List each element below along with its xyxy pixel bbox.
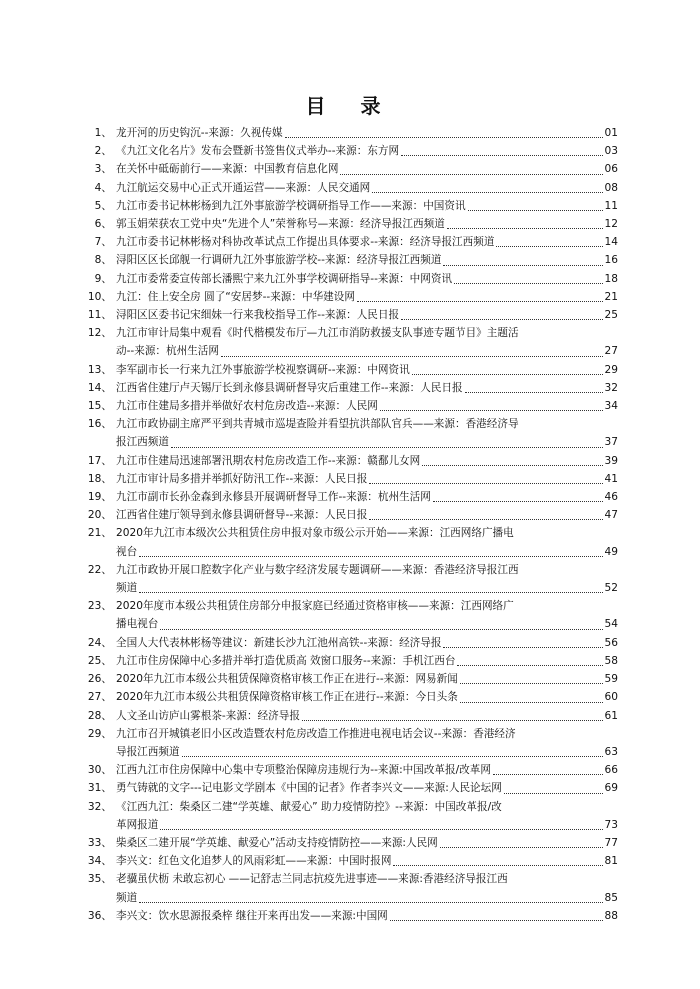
entry-number: 3、 [94,163,112,176]
entry-page-number: 39 [604,454,618,467]
entry-title: 九江市住建局迅速部署汛期农村危房改造工作--来源：赣鄱儿女网 [116,454,421,467]
dot-leader [465,392,603,393]
toc-entry[interactable] [80,233,618,251]
toc-entry[interactable] [80,779,618,797]
entry-page-number: 37 [604,436,618,449]
dot-leader [412,374,603,375]
entry-title: 《江西九江：柴桑区二建“学英雄、献爱心” 助力疫情防控》--来源：中国改革报/改 [116,800,502,813]
entry-page-number: 41 [604,472,618,485]
entry-title: 全国人大代表林彬杨等建议：新建长沙九江池州高铁--来源：经济导报 [116,636,442,649]
dot-leader [393,865,602,866]
toc-entry[interactable] [80,288,618,306]
entry-page-number: 18 [604,272,618,285]
entry-number: 7、 [94,236,112,249]
entry-page-number: 34 [604,400,618,413]
toc-entry[interactable] [80,852,618,870]
dot-leader [460,702,603,703]
toc-entry[interactable] [80,488,618,506]
dot-leader [422,465,602,466]
toc-entry[interactable] [80,670,618,688]
entry-title: 《九江文化名片》发布会暨新书签售仪式举办--来源：东方网 [116,145,400,158]
entry-page-number: 47 [604,509,618,522]
entry-number: 22、 [87,563,112,576]
dot-leader [221,356,603,357]
toc-entry[interactable] [80,415,618,451]
dot-leader [447,228,603,229]
dot-leader [504,793,603,794]
entry-title-continuation: 动--来源：杭州生活网 [116,345,219,358]
entry-title: 九江市政协开展口腔数字化产业与数字经济发展专题调研——来源：香港经济导报江西 [116,563,519,576]
toc-entry[interactable] [80,707,618,725]
entry-title: 江西九江市住房保障中心集中专项整治保障房违规行为--来源:中国改革报/改革网 [116,764,491,777]
entry-title: 浔阳区区委书记宋细妹一行来我校指导工作--来源：人民日报 [116,309,400,322]
entry-title: 九江航运交易中心正式开通运营——来源：人民交通网 [116,181,371,194]
toc-entry[interactable] [80,197,618,215]
entry-title: 九江市审计局多措并举抓好防汛工作--来源：人民日报 [116,472,368,485]
entry-number: 5、 [94,199,112,212]
dot-leader [369,519,602,520]
entry-number: 8、 [94,254,112,267]
dot-leader [139,556,602,557]
entry-title: 江西省住建厅领导到永修县调研督导--来源：人民日报 [116,509,368,522]
entry-page-number: 81 [604,855,618,868]
entry-title: 江西省住建厅卢天锡厅长到永修县调研督导灾后重建工作--来源：人民日报 [116,381,463,394]
entry-number: 28、 [87,709,112,722]
entry-title: 勇气铸就的文字---记电影文学剧本《中国的记者》作者李兴文——来源:人民论坛网 [116,782,502,795]
entry-number: 14、 [87,381,112,394]
dot-leader [160,629,602,630]
entry-page-number: 60 [604,691,618,704]
toc-entry[interactable] [80,215,618,233]
entry-title: 九江市住房保障中心多措并举打造优质高 效窗口服务--来源：手机江西台 [116,654,456,667]
dot-leader [443,647,602,648]
entry-page-number: 73 [604,818,618,831]
dot-leader [401,155,602,156]
entry-title: 郭玉娟荣获农工党中央“先进个人”荣誉称号—来源：经济导报江西频道 [116,218,445,231]
entry-page-number: 88 [604,909,618,922]
dot-leader [493,774,603,775]
entry-page-number: 49 [604,545,618,558]
entry-number: 24、 [87,636,112,649]
entry-number: 20、 [87,509,112,522]
dot-leader [454,283,602,284]
entry-title: 老骥虽伏枥 未敢忘初心 ——记舒志兰同志抗疫先进事迹——来源:香港经济导报江西 [116,873,508,886]
entry-title: 李军副市长一行来九江外事旅游学校视察调研--来源：中网资讯 [116,363,410,376]
entry-page-number: 77 [604,836,618,849]
dot-leader [139,902,602,903]
entry-page-number: 08 [604,181,618,194]
entry-number: 27、 [87,691,112,704]
entry-page-number: 85 [604,891,618,904]
entry-page-number: 63 [604,745,618,758]
entry-title: 九江市召开城镇老旧小区改造暨农村危房改造工作推进电视电话会议--来源：香港经济 [116,727,516,740]
dot-leader [182,756,603,757]
toc-entry[interactable] [80,652,618,670]
entry-number: 18、 [87,472,112,485]
entry-page-number: 06 [604,163,618,176]
entry-page-number: 66 [604,764,618,777]
entry-number: 17、 [87,454,112,467]
page-title: 目 录 [305,94,395,118]
toc-entry[interactable] [80,251,618,269]
dot-leader [460,683,603,684]
entry-page-number: 69 [604,782,618,795]
entry-number: 21、 [87,527,112,540]
dot-leader [171,447,603,448]
entry-title: 九江市委书记林彬杨到九江外事旅游学校调研指导工作——来源：中国资讯 [116,199,466,212]
entry-number: 31、 [87,782,112,795]
entry-title: 在关怀中砥砺前行——来源：中国教育信息化网 [116,163,339,176]
dot-leader [160,829,602,830]
entry-title-continuation: 报江西频道 [116,436,169,449]
entry-page-number: 01 [604,127,618,139]
entry-number: 2、 [94,145,112,158]
toc-entry[interactable] [80,870,618,906]
entry-number: 29、 [87,727,112,740]
dot-leader [457,665,602,666]
entry-number: 35、 [87,873,112,886]
dot-leader [390,920,603,921]
entry-number: 26、 [87,673,112,686]
entry-title: 九江：住上安全房 圆了“安居梦--来源：中华建设网 [116,290,355,303]
dot-leader [302,720,603,721]
entry-page-number: 59 [604,673,618,686]
entry-title: 2020年九江市本级公共租赁保障资格审核工作正在进行--来源：今日头条 [116,691,458,704]
toc-entry[interactable] [80,798,618,834]
entry-number: 1、 [94,127,112,139]
entry-number: 16、 [87,418,112,431]
entry-title-continuation: 视台 [116,545,138,558]
entry-page-number: 52 [604,582,618,595]
entry-title: 龙开河的历史钩沉--来源：久视传媒 [116,127,283,139]
entry-title-continuation: 播电视台 [116,618,159,631]
dot-leader [139,592,602,593]
entry-page-number: 61 [604,709,618,722]
entry-page-number: 16 [604,254,618,267]
entry-number: 19、 [87,491,112,504]
toc-entry[interactable] [80,270,618,288]
toc-entry[interactable] [80,361,618,379]
entry-page-number: 32 [604,381,618,394]
entry-title-continuation: 革网报道 [116,818,159,831]
toc-entry[interactable] [80,761,618,779]
entry-page-number: 21 [604,290,618,303]
entry-title-continuation: 频道 [116,582,138,595]
entry-title: 李兴文：红色文化追梦人的风雨彩虹——来源：中国时报网 [116,855,392,868]
entry-title-continuation: 导报江西频道 [116,745,180,758]
entry-page-number: 27 [604,345,618,358]
toc-entry[interactable] [80,524,618,560]
entry-page-number: 25 [604,309,618,322]
entry-number: 12、 [87,327,112,340]
entry-page-number: 58 [604,654,618,667]
toc-entry[interactable] [80,470,618,488]
toc-entry[interactable] [80,907,618,925]
entry-title: 九江市委常委宣传部长潘熙宁来九江外事学校调研指导--来源：中网资讯 [116,272,453,285]
entry-title: 九江市审计局集中观看《时代楷模发布厅—九江市消防救援支队事迹专题节目》主题活 [116,327,519,340]
entry-number: 6、 [94,218,112,231]
entry-number: 9、 [94,272,112,285]
dot-leader [401,319,602,320]
toc-entry[interactable] [80,397,618,415]
entry-page-number: 29 [604,363,618,376]
entry-number: 11、 [87,309,112,322]
toc-entry[interactable] [80,561,618,597]
toc-entry[interactable] [80,452,618,470]
toc-entry[interactable] [80,506,618,524]
toc-entry[interactable] [80,634,618,652]
toc-entry[interactable] [80,834,618,852]
entry-number: 32、 [87,800,112,813]
toc-entry[interactable] [80,160,618,178]
entry-page-number: 56 [604,636,618,649]
entry-page-number: 54 [604,618,618,631]
entry-page-number: 14 [604,236,618,249]
entry-page-number: 11 [604,199,618,212]
entry-number: 36、 [87,909,112,922]
entry-title-continuation: 频道 [116,891,138,904]
entry-title: 九江市住建局多措并举做好农村危房改造--来源：人民网 [116,400,378,413]
toc-entry[interactable] [80,306,618,324]
dot-leader [372,192,602,193]
entry-number: 25、 [87,654,112,667]
toc-entry[interactable] [80,597,618,633]
entry-number: 4、 [94,181,112,194]
table-of-contents [80,124,618,925]
toc-entry[interactable] [80,179,618,197]
entry-title: 浔阳区区长邱舰一行调研九江外事旅游学校--来源：经济导报江西频道 [116,254,442,267]
entry-title: 九江市副市长孙金森到永修县开展调研督导工作--来源：杭州生活网 [116,491,431,504]
toc-entry[interactable] [80,124,618,142]
dot-leader [369,483,602,484]
entry-number: 10、 [87,290,112,303]
toc-entry[interactable] [80,324,618,360]
dot-leader [468,210,603,211]
entry-page-number: 03 [604,145,618,158]
toc-entry[interactable] [80,725,618,761]
entry-page-number: 46 [604,491,618,504]
entry-title: 李兴文：饮水思源报桑梓 继往开来再出发——来源:中国网 [116,909,388,922]
entry-title: 人文圣山访庐山雾根茶-来源：经济导报 [116,709,300,722]
entry-number: 33、 [87,836,112,849]
entry-title: 九江市委书记林彬杨对科协改革试点工作提出具体要求--来源：经济导报江西频道 [116,236,495,249]
entry-number: 34、 [87,855,112,868]
toc-entry[interactable] [80,688,618,706]
dot-leader [496,246,602,247]
dot-leader [443,265,602,266]
entry-title: 柴桑区二建开展“学英雄、献爱心”活动支持疫情防控——来源:人民网 [116,836,438,849]
entry-number: 23、 [87,600,112,613]
toc-entry[interactable] [80,142,618,160]
dot-leader [440,847,603,848]
entry-title: 2020年度市本级公共租赁住房部分申报家庭已经通过资格审核——来源：江西网络广 [116,600,514,613]
entry-page-number: 12 [604,218,618,231]
toc-entry[interactable] [80,379,618,397]
dot-leader [380,410,603,411]
dot-leader [357,301,603,302]
entry-title: 2020年九江市本级公共租赁保障资格审核工作正在进行--来源：网易新闻 [116,673,458,686]
dot-leader [285,137,603,138]
entry-number: 13、 [87,363,112,376]
entry-title: 九江市政协副主席严平到共青城市巡堤查险并看望抗洪部队官兵——来源：香港经济导 [116,418,519,431]
dot-leader [340,174,602,175]
entry-number: 30、 [87,764,112,777]
dot-leader [433,501,603,502]
entry-number: 15、 [87,400,112,413]
entry-title: 2020年九江市本级次公共租赁住房申报对象市级公示开始——来源：江西网络广播电 [116,527,514,540]
